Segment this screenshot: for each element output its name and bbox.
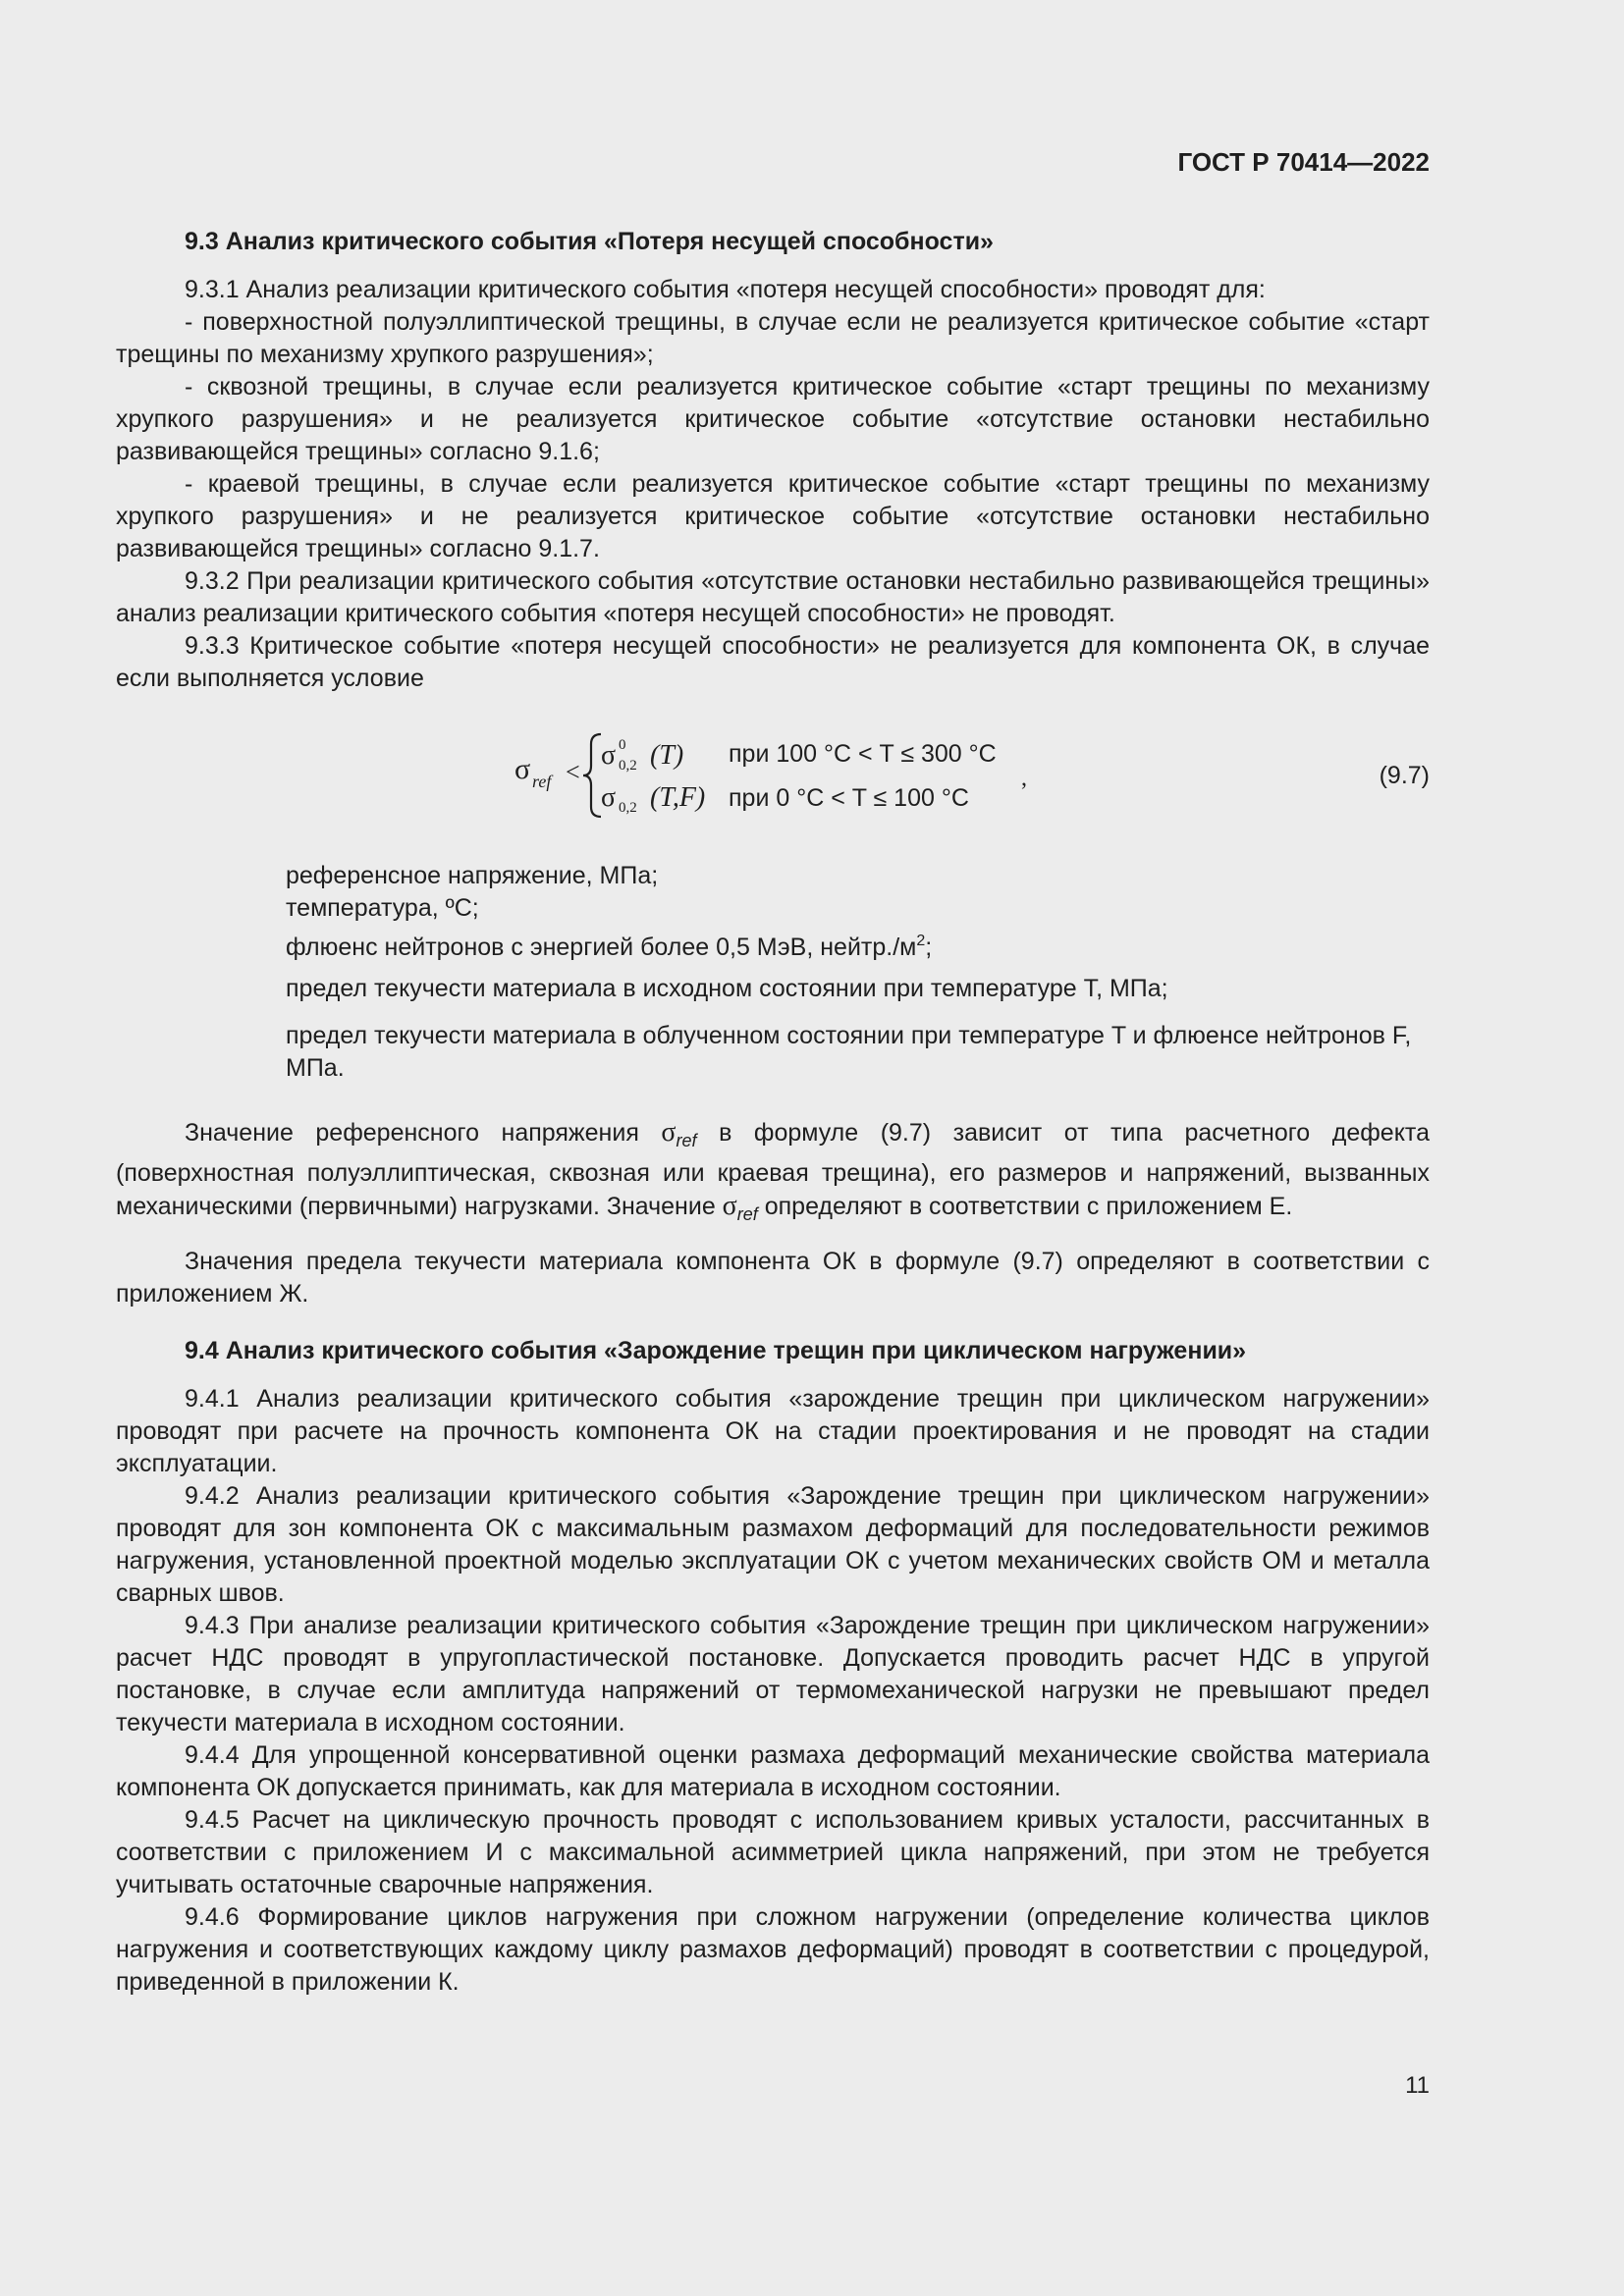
section-9-4-heading: 9.4 Анализ критического события «Зарождение трещин при циклическом нагружении»: [185, 1337, 1247, 1364]
zero-superscript: 0: [619, 737, 626, 753]
paragraph-9-3-3: 9.3.3 Критическое событие «потеря несущей способности» не реализуется для компонента ОК, в случае если выполняется условие: [116, 632, 1430, 692]
ref-subscript: ref: [532, 772, 552, 791]
sigma-symbol-row2: σ: [601, 782, 617, 813]
legend-desc-sigma-ref: референсное напряжение, МПа;: [286, 862, 659, 889]
bullet-through-crack: - сквозной трещины, в случае если реализуется критическое событие «старт трещины по механизму хрупкого разрушения» и не реализуется критическое событие «отсутствие остановки нестабильно развивающейся трещины» согласно 9.1.6;: [116, 373, 1430, 465]
paragraph-9-4-3: 9.4.3 При анализе реализации критического события «Зарождение трещин при циклическом нагружении» расчет НДС проводят в упругопластической постановке. Допускается проводить расчет НДС в упругой постановке, в случае если амплитуда напряжений от термомеханической нагрузки не превышают предел текучести материала в исходном состоянии.: [116, 1612, 1430, 1736]
note-reference-stress: Значение референсного напряжения $\sigma_{ref}$ в формуле (9.7) зависит от типа расчетного дефекта (поверхностная полуэллиптическая, сквозная или краевая трещина), его размеров и напряжений, вызванных механическими (первичными) нагрузками. Значение $\sigma_{ref}$ определяют в соответствии с приложением Е.: [116, 1117, 1430, 1224]
note-yield-strength: Значения предела текучести материала компонента ОК в формуле (9.7) определяют в соответствии с приложением Ж.: [116, 1248, 1430, 1308]
paragraph-9-3-2: 9.3.2 При реализации критического события «отсутствие остановки нестабильно развивающейся трещины» анализ реализации критического события «потеря несущей способности» не проводят.: [116, 567, 1430, 627]
bullet-surface-crack: - поверхностной полуэллиптической трещины, в случае если не реализуется критическое событие «старт трещины по механизму хрупкого разрушения»;: [116, 308, 1430, 368]
formula-comma: ,: [1021, 766, 1027, 791]
less-than-sign: <: [566, 758, 580, 786]
bullet-edge-crack: - краевой трещины, в случае если реализуется критическое событие «старт трещины по механизму хрупкого разрушения» и не реализуется критическое событие «отсутствие остановки нестабильно развивающейся трещины» согласно 9.1.7.: [116, 470, 1430, 562]
subscript-0-2-row2: 0,2: [619, 800, 637, 816]
page-number: 11: [1405, 2072, 1430, 2099]
sigma-symbol-row1: σ: [601, 740, 617, 771]
paragraph-9-4-2: 9.4.2 Анализ реализации критического события «Зарождение трещин при циклическом нагружении» проводят для зон компонента ОК с максимальным размахом деформаций для последовательности режимов нагружения, установленной проектной моделью эксплуатации ОК с учетом механических свойств ОМ и металла сварных швов.: [116, 1482, 1430, 1607]
sigma-symbol: σ: [514, 753, 531, 785]
equation-number: (9.7): [1379, 762, 1430, 789]
paragraph-9-4-6: 9.4.6 Формирование циклов нагружения при сложном нагружении (определение количества циклов нагружения и соответствующих каждому циклу размахов деформаций) проводят в соответствии с процедурой, приведенной в приложении К.: [116, 1903, 1430, 1996]
argument-t-f: (T,F): [650, 782, 706, 813]
legend-desc-sigma0-02: предел текучести материала в исходном состоянии при температуре T, МПа;: [286, 975, 1168, 1002]
left-brace: [583, 734, 601, 817]
subscript-0-2-row1: 0,2: [619, 758, 637, 774]
paragraph-9-3-1: 9.3.1 Анализ реализации критического события «потеря несущей способности» проводят для:: [185, 276, 1266, 303]
paragraph-9-4-4: 9.4.4 Для упрощенной консервативной оценки размаха деформаций механические свойства материала компонента ОК допускается принимать, как для материала в исходном состоянии.: [116, 1741, 1430, 1801]
argument-t: (T): [650, 740, 684, 771]
legend-desc-sigma-02-tf: предел текучести материала в облученном состоянии при температуре T и флюенсе нейтронов F, МПа.: [286, 1022, 1412, 1082]
legend-desc-f: флюенс нейтронов с энергией более 0,5 МэВ, $нейтр./м^2$;: [286, 933, 933, 961]
legend-desc-t: температура, ºС;: [286, 894, 479, 922]
paragraph-9-4-1: 9.4.1 Анализ реализации критического события «зарождение трещин при циклическом нагружении» проводят при расчете на прочность компонента ОК на стадии проектирования и не проводят на стадии эксплуатации.: [116, 1385, 1430, 1477]
paragraph-9-4-5: 9.4.5 Расчет на циклическую прочность проводят с использованием кривых усталости, рассчитанных в соответствии с приложением И с максимальной асимметрией цикла напряжений, при этом не требуется учитывать остаточные сварочные напряжения.: [116, 1806, 1430, 1898]
standard-header: ГОСТ Р 70414—2022: [1177, 147, 1430, 177]
section-9-3-heading: 9.3 Анализ критического события «Потеря несущей способности»: [185, 228, 994, 255]
condition-row2: при 0 °С < T ≤ 100 °С: [729, 784, 969, 812]
formula-9-7: [511, 726, 1434, 825]
condition-row1: при 100 °С < T ≤ 300 °С: [729, 740, 997, 768]
